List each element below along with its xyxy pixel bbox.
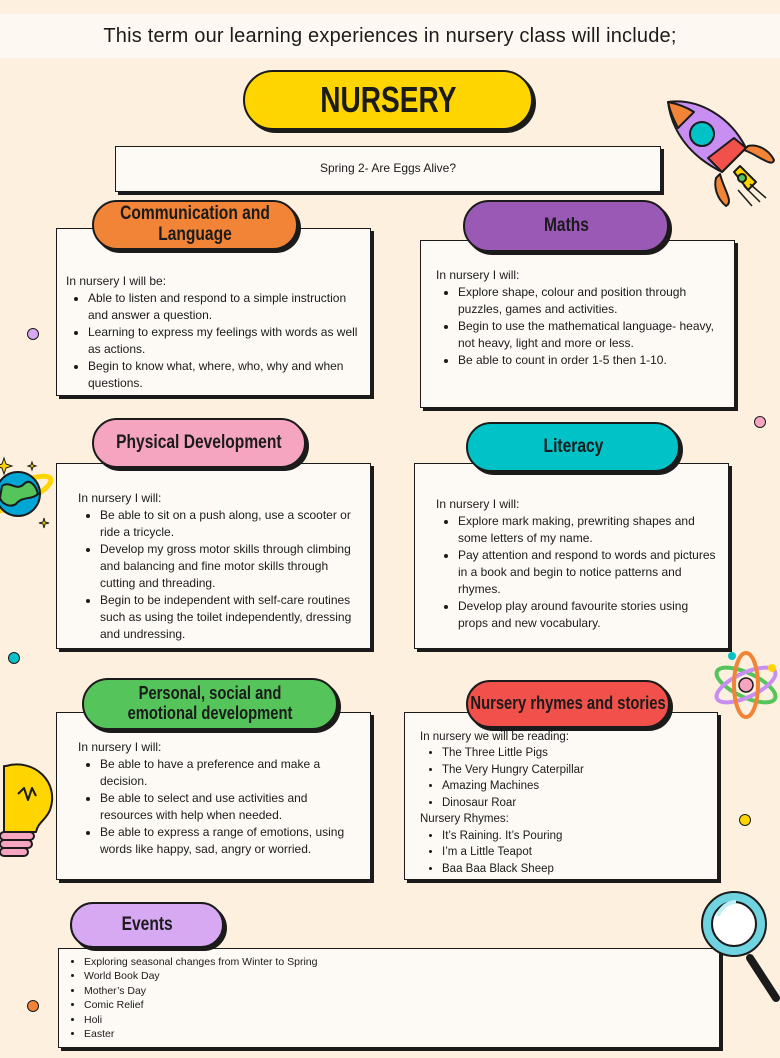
events-heading: Events (70, 902, 224, 948)
list-item: • Exploring seasonal changes from Winter to Spring (84, 955, 709, 969)
list-item: • Be able to sit on a push along, use a scooter or ride a tricycle. (100, 507, 360, 541)
list-item: • Comic Relief (84, 998, 709, 1012)
events-list (59, 955, 709, 1041)
physical-heading: Physical Development (92, 418, 306, 468)
list-item: • Develop my gross motor skills through climbing and balancing and fine motor skills through cutting and threading. (100, 541, 360, 592)
list-item: • Pay attention and respond to words and pictures in a book and begin to notice patterns and rhymes. (458, 547, 718, 598)
list-item: • Amazing Machines (442, 778, 707, 794)
list-item: • Learning to express my feelings with words as well as actions. (88, 324, 360, 358)
rhymes-intro: In nursery we will be reading: (420, 731, 569, 743)
atom-icon (712, 648, 780, 722)
physical-intro: In nursery I will: (78, 491, 162, 505)
list-item: • It’s Raining. It’s Pouring (442, 828, 707, 844)
decorative-dot (754, 416, 766, 428)
rhymes-heading: Nursery rhymes and stories (466, 680, 670, 728)
page-header (0, 14, 780, 58)
personal-heading: Personal, social and emotional development (82, 678, 338, 730)
events-box (58, 948, 720, 1048)
list-item: • Begin to know what, where, who, why and when questions. (88, 358, 360, 392)
list-item: • Be able to express a range of emotions, using words like happy, sad, angry or worried. (100, 824, 360, 858)
books-list (420, 745, 707, 811)
list-item: • Be able to count in order 1-5 then 1-10. (458, 352, 724, 369)
list-item: • Dinosaur Roar (442, 795, 707, 811)
personal-box (56, 712, 371, 880)
maths-intro: In nursery I will: (436, 268, 520, 282)
lightbulb-icon (0, 760, 60, 864)
physical-list (78, 507, 360, 643)
communication-list (66, 290, 360, 392)
personal-intro: In nursery I will: (78, 740, 162, 754)
list-item: • Mother’s Day (84, 984, 709, 998)
communication-intro: In nursery I will be: (66, 274, 167, 288)
list-item: • Baa Baa Black Sheep (442, 861, 707, 877)
term-label: Spring 2- Are Eggs Alive? (319, 161, 457, 176)
literacy-box (414, 463, 729, 649)
rocket-icon (664, 98, 776, 210)
list-item: • Holi (84, 1013, 709, 1027)
literacy-intro: In nursery I will: (436, 497, 520, 511)
communication-box (56, 228, 371, 396)
literacy-heading: Literacy (466, 422, 680, 472)
physical-box (56, 463, 371, 649)
maths-list (436, 284, 724, 369)
list-item: • Be able to have a preference and make a decision. (100, 756, 360, 790)
list-item: • Explore shape, colour and position through puzzles, games and activities. (458, 284, 724, 318)
list-item: • Explore mark making, prewriting shapes and some letters of my name. (458, 513, 718, 547)
term-box (115, 146, 661, 192)
list-item: • Able to listen and respond to a simple instruction and answer a question. (88, 290, 360, 324)
list-item: • Begin to use the mathematical language- heavy, not heavy, light and more or less. (458, 318, 724, 352)
maths-box (420, 240, 735, 408)
list-item: • World Book Day (84, 969, 709, 983)
maths-heading: Maths (463, 200, 669, 252)
communication-heading: Communication and Language (92, 200, 298, 250)
personal-list (78, 756, 360, 858)
decorative-dot (739, 814, 751, 826)
list-item: • Easter (84, 1027, 709, 1041)
literacy-list (436, 513, 718, 632)
decorative-dot (27, 328, 39, 340)
list-item: • Develop play around favourite stories using props and new vocabulary. (458, 598, 718, 632)
magnifying-glass-icon (700, 886, 780, 1002)
page-title: This term our learning experiences in nursery class will include; (103, 24, 677, 47)
list-item: • Begin to be independent with self-care routines such as using the toilet independently, dressing and undressing. (100, 592, 360, 643)
decorative-dot (27, 1000, 39, 1012)
nursery-banner (243, 70, 533, 130)
list-item: • The Three Little Pigs (442, 745, 707, 761)
list-item: • The Very Hungry Caterpillar (442, 762, 707, 778)
list-item: • I’m a Little Teapot (442, 844, 707, 860)
rhymes-list (420, 828, 707, 877)
rhymes-label: Nursery Rhymes: (420, 813, 509, 826)
planet-icon (0, 452, 58, 532)
nursery-title: NURSERY (319, 79, 457, 121)
decorative-dot (8, 652, 20, 664)
list-item: • Be able to select and use activities and resources with help when needed. (100, 790, 360, 824)
rhymes-box (404, 712, 718, 880)
